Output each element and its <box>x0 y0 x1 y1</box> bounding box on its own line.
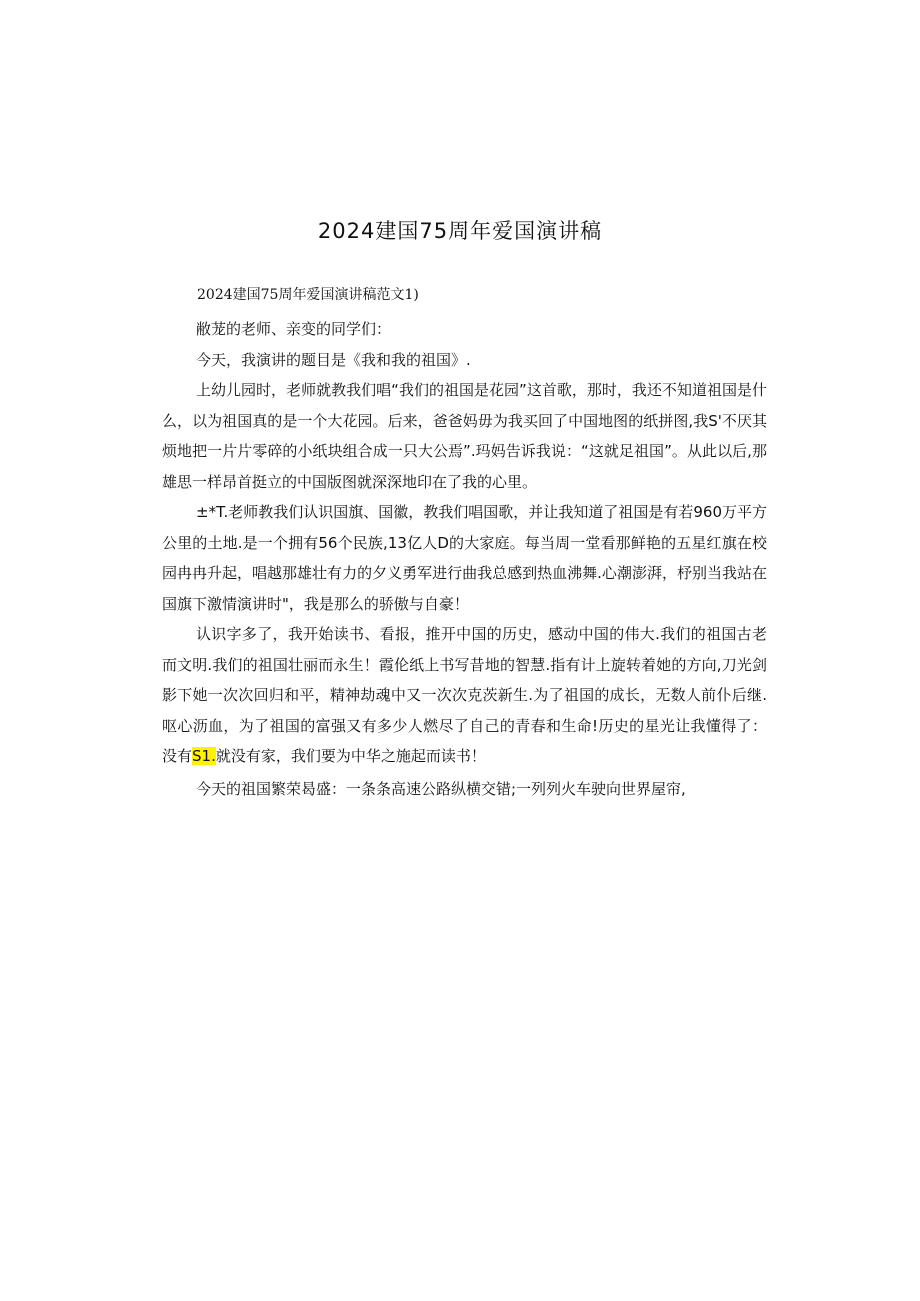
paragraph-flag: ±*T.老师教我们认识国旗、国徽，教我们唱国歌，并让我知道了祖国是有若960万平方公里的土地.是一个拥有56个民族,13亿人D的大家庭。每当周一堂看那鲜艳的五星红旗在校园冉冉升起，唱越那雄壮有力的夕义勇军进行曲我总感到热血沸舞.心潮澎湃，杼别当我站在国旗下激情演讲时"，我是那么的骄傲与自豪！ <box>162 503 767 613</box>
paragraph-greeting: 敝茏的老师、亲变的同学们： <box>196 320 392 338</box>
paragraph-history-text-b: 就没有家，我们要为中华之施起而读书！ <box>215 747 486 765</box>
document-subtitle: 2024建国75周年爱国演讲稿范文1) <box>197 287 419 303</box>
paragraph-history <box>162 619 767 772</box>
document-title: 2024建国75周年爱国演讲稿 <box>317 219 603 243</box>
paragraph-history-text-a: 认识字多了，我开始读书、看报，推开中国的历史，感动中国的伟大.我们的祖国古老而文明.我们的祖国壮丽而永生！霞伦纸上书写昔地的智慧.指有计上旋转着她的方向,刀光剑影下她一次次回归和平，精神劫魂中又一次次克茨新生.为了祖国的成长，无数人前仆后继.呕心沥血，为了祖国的富强又有多少人燃尽了自己的青春和生命!历史的星光让我懂得了：没有 <box>162 625 767 765</box>
paragraph-kindergarten: 上幼儿园时，老师就教我们唱“我们的祖国是花园”这首歌，那时，我还不知道祖国是什么，以为祖国真的是一个大花园。后来，爸爸妈毋为我买回了中国地图的纸拼图,我S'不厌其烦地把一片片零碎的小纸块组合成一只大公焉”.玛妈告诉我说：“这就足祖国”。从此以后,那雄思一样昂首挺立的中国版图就深深地印在了我的心里。 <box>162 381 767 491</box>
highlighted-text: S1. <box>192 747 216 765</box>
paragraph-topic: 今天，我演讲的题目是《我和我的祖国》. <box>196 350 471 369</box>
document-body <box>162 314 767 804</box>
paragraph-today: 今天的祖国繁荣曷盛：一条条高速公路纵横交错;一列列火车驶向世界屋帘, <box>196 779 686 798</box>
